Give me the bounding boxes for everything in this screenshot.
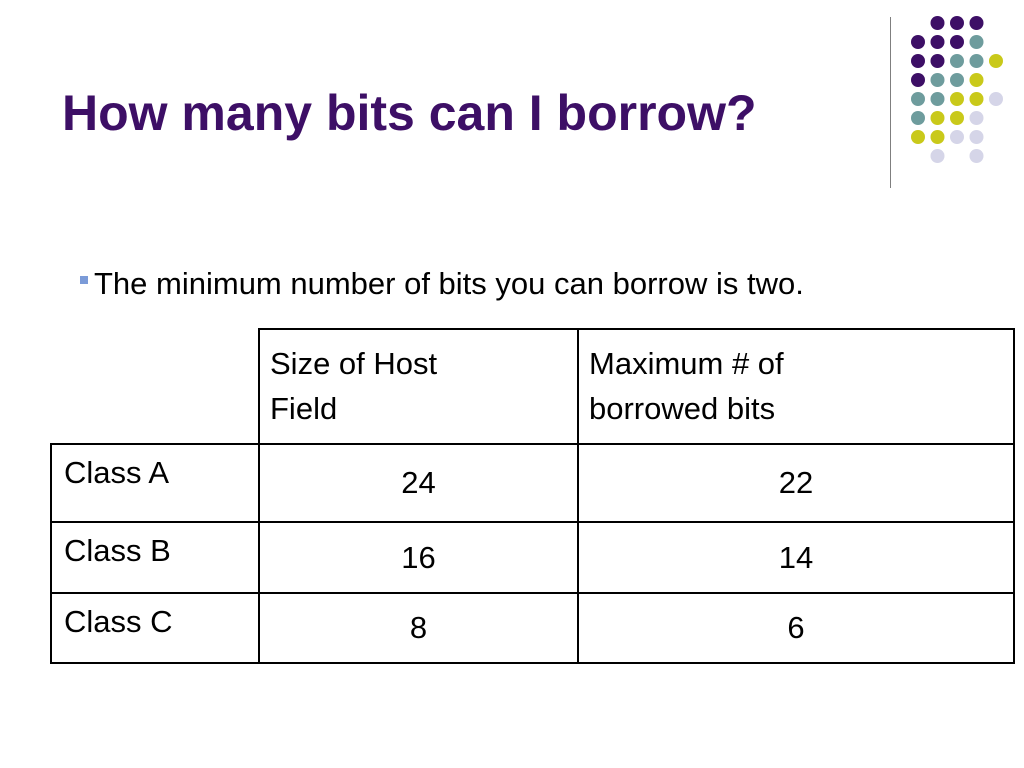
decorative-dot bbox=[950, 92, 964, 106]
header-max-borrowed-line-1: Maximum # of bbox=[589, 346, 784, 381]
decorative-dot bbox=[950, 54, 964, 68]
decorative-dot bbox=[989, 54, 1003, 68]
decorative-dot bbox=[950, 16, 964, 30]
decorative-dot bbox=[950, 111, 964, 125]
table-row bbox=[51, 444, 1014, 522]
decorative-dot bbox=[911, 73, 925, 87]
decorative-dot bbox=[970, 149, 984, 163]
decorative-dot bbox=[931, 149, 945, 163]
decorative-dot bbox=[989, 92, 1003, 106]
host-field-class-c: 8 bbox=[259, 593, 578, 663]
header-host-field-line-1: Size of Host bbox=[270, 346, 438, 381]
decorative-dot bbox=[970, 73, 984, 87]
max-borrowed-class-b: 14 bbox=[578, 522, 1014, 593]
decorative-dot bbox=[970, 130, 984, 144]
slide-title: How many bits can I borrow? bbox=[62, 85, 757, 141]
table-row bbox=[51, 522, 1014, 593]
table-header-row bbox=[51, 329, 1014, 444]
bits-table bbox=[50, 328, 1015, 664]
row-label-class-c: Class C bbox=[51, 593, 259, 663]
decorative-dot bbox=[911, 111, 925, 125]
decorative-dot bbox=[931, 16, 945, 30]
decorative-dot bbox=[931, 54, 945, 68]
decorative-dot bbox=[931, 35, 945, 49]
header-max-borrowed-line-2: borrowed bits bbox=[589, 390, 776, 426]
row-label-class-b: Class B bbox=[51, 522, 259, 593]
decorative-dot bbox=[970, 35, 984, 49]
host-field-class-a: 24 bbox=[259, 444, 578, 522]
header-max-borrowed bbox=[578, 329, 1014, 444]
decorative-dot bbox=[931, 111, 945, 125]
bullet-text: The minimum number of bits you can borrow is two. bbox=[94, 266, 804, 301]
vertical-divider-line bbox=[890, 17, 891, 188]
decorative-dot bbox=[970, 16, 984, 30]
header-host-field-line-2: Field bbox=[270, 390, 338, 426]
max-borrowed-class-c: 6 bbox=[578, 593, 1014, 663]
decorative-dot bbox=[931, 130, 945, 144]
decorative-dot bbox=[931, 73, 945, 87]
decorative-dot bbox=[911, 130, 925, 144]
bullet-item bbox=[80, 266, 804, 302]
row-label-class-a: Class A bbox=[51, 444, 259, 522]
decorative-dot bbox=[911, 35, 925, 49]
table-corner-cell bbox=[51, 329, 259, 444]
host-field-class-b: 16 bbox=[259, 522, 578, 593]
decorative-dot bbox=[970, 111, 984, 125]
decorative-dot bbox=[911, 92, 925, 106]
max-borrowed-class-a: 22 bbox=[578, 444, 1014, 522]
decorative-dot bbox=[950, 73, 964, 87]
decorative-dot bbox=[970, 92, 984, 106]
decorative-dot bbox=[970, 54, 984, 68]
square-bullet-icon bbox=[80, 276, 88, 284]
header-host-field bbox=[259, 329, 578, 444]
decorative-dot bbox=[950, 35, 964, 49]
table-row bbox=[51, 593, 1014, 663]
decorative-dot bbox=[931, 92, 945, 106]
decorative-dot bbox=[911, 54, 925, 68]
decorative-dot bbox=[950, 130, 964, 144]
